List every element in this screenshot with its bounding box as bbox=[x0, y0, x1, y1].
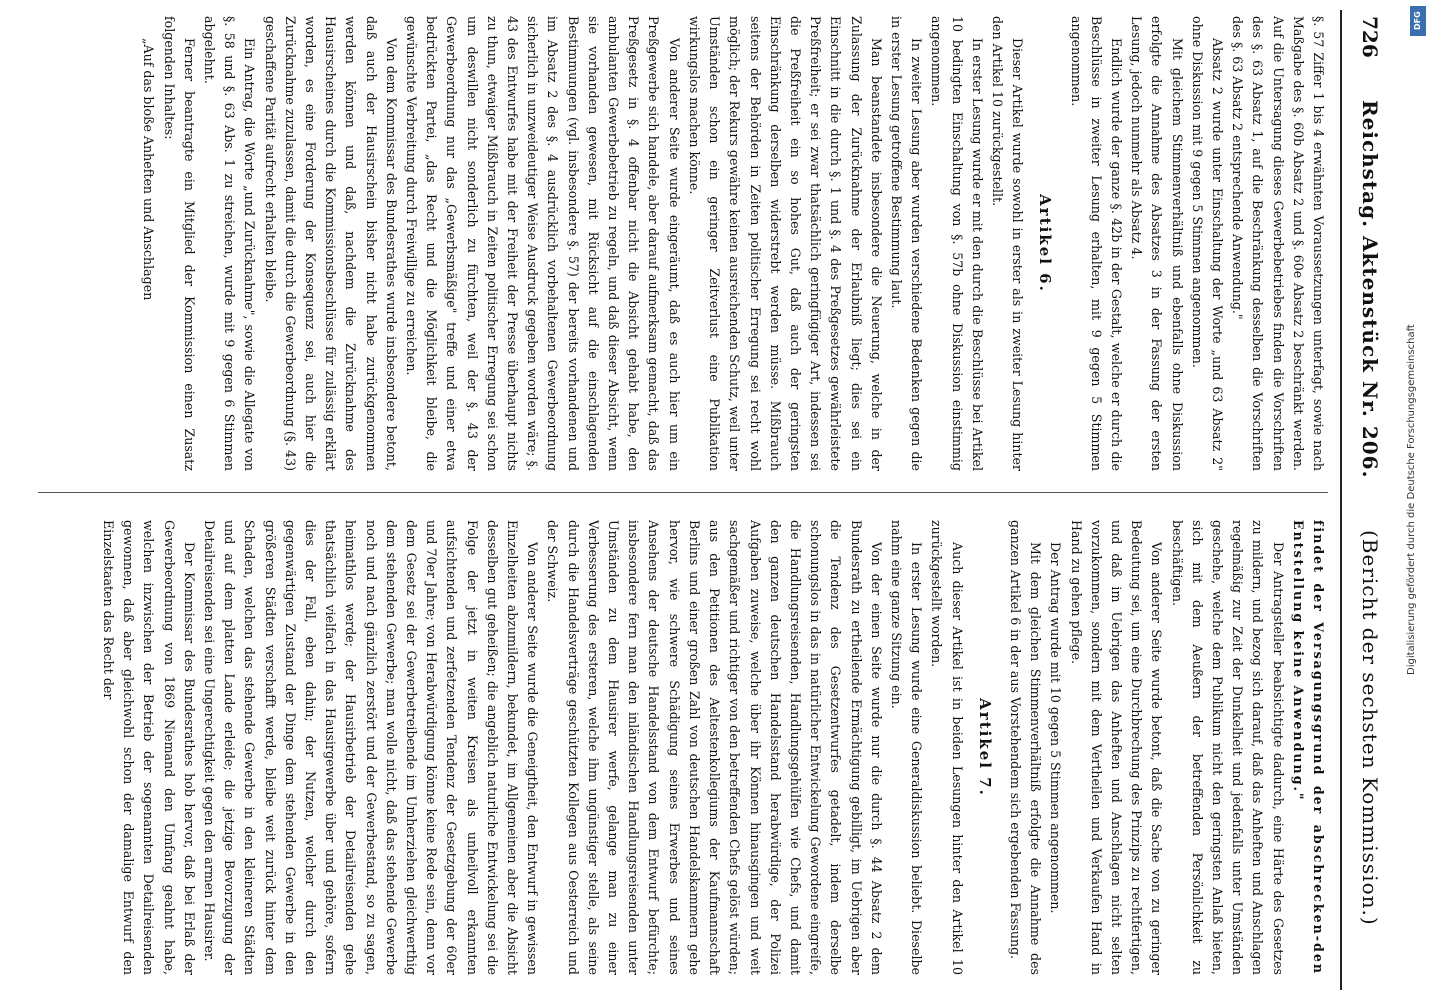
page-number: 726 bbox=[1358, 16, 1382, 58]
running-head-left: Reichstag. Aktenstück Nr. 206. bbox=[1358, 100, 1382, 479]
paragraph: Ferner beantragte ein Mitglied der Kommission einen Zusatz folgenden Inhaltes: bbox=[161, 16, 197, 471]
paragraph: „Auf das bloße Anheften und Anschlagen bbox=[141, 38, 157, 301]
paragraph: §. 57 Ziffer 1 bis 4 erwähnten Voraussetzungen unterfagt, sowie nach Maßgabe des §. 60b Absatz 2 und §. 60e Absatz 2 beschränkt werden. Auf die Untersagung dieses Gewerbebetriebes finden die Vorschriften des §. 63 Absatz 1, auf die Beschränkung desselben die Vorschriften des §. 63 Absatz 2 entsprechende Anwendung." bbox=[1230, 16, 1326, 471]
paragraph: Mit dem gleichen Stimmenverhältniß erfolgte die Annahme des ganzen Artikel 6 in der aus Vorstehendem sich ergebenden Fassung. bbox=[1007, 520, 1044, 975]
right-column bbox=[28, 520, 1328, 975]
dfg-logo: DFG bbox=[1410, 6, 1426, 36]
paragraph: Der Antrag wurde mit 10 gegen 5 Stimmen angenommen. bbox=[1048, 542, 1064, 914]
paragraph: Der Kommissar des Bundesrathes hob hervor, daß bei Erlaß der Gewerbeordnung von 1869 Niemand den Umfang geahnt habe, welchen inzwischen der Betrieb der sogenannten Detailreisenden gewonnen, daß aber gleichwohl schon der damalige Entwurf den Einzelstaaten das Recht der bbox=[101, 520, 197, 975]
paragraph: Von der einen Seite wurde nur die durch §. 44 Absatz 2 dem Bundesrath zu ertheilende Ermächtigung gebilligt, im Uebrigen aber die Tendenz des Gesetzentwurfes getadelt, indem derselbe schonungslos in das in natürlicher Entwickelung Gewordene eingreife, die Handlungsreisenden, Handlungsgehülfen wie Chefs, und damit den ganzen deutschen Handelsstand herabwürdige, der Polizei Aufgaben zuweise, welche über ihr Können hinausgingen und weit sachgemäßer und richtiger von den betreffenden Chefs gelöst würden; aus den Petitionen des Aeltestenkollegiums der Kaufmannschaft Berlins und einer großen Zahl von deutschen Handelskammern gehe hervor, wie schwere Schädigung seines Erwerbes und seines Ansehens der deutsche Handelsstand von dem Entwurf befürchte; insbesondere fern man den inländischen Handlungsreisenden unter Umständen zu dem Hausirer werfe, gelange man zu einer Verbesserung des ersteren, welche ihm ungünstiger stelle, als seine durch die Handelsverträge geschützten Kollegen aus Oesterreich und der Schweiz. bbox=[545, 520, 884, 975]
paragraph: Man beanstandete insbesondere die Neuerung, welche in der Zulassung der Zurücknahme der Erlaubniß liegt; dies sei ein Einschnitt in die durch §. 1 und §. 4 des Preßgesetzes gewährleistete Preßfreiheit; er sei zwar thatsächlich geringfügiger Art, indessen sei die Preßfreiheit ein so hohes Gut, daß auch der geringsten Einschränkung derselben widerstrebt werden müsse. Mißbrauch seitens der Behörden in Zeiten politischer Erregung sei recht wohl möglich; der Rekurs gewähre keinen ausreichenden Schutz, weil unter Umständen schon ein geringer Zeitverlust eine Publikation wirkungslos machen könne. bbox=[686, 16, 884, 471]
running-head-right: (Bericht der sechsten Kommission.) bbox=[1358, 530, 1382, 926]
paragraph: Von anderer Seite wurde eingeräumt, daß es auch hier um ein Preßgewerbe sich handele, aber darauf aufmerksam gemacht, daß das Preßgesetz in §. 4 offenbar nicht die Absicht gehabt habe, den ambulanten Gewerbebetrieb zu regeln, und daß dieser Absicht, wenn sie vorhanden gewesen, mit Rücksicht auf die einschlagenden Bestimmungen (vgl. insbesondere §. 57) der bereits vorhandenen und im Absatz 2 des §. 4 ausdrücklich vorbehaltenen Gewerbeordnung sicherlich in unzweideutiger Weise Ausdruck gegeben worden wäre; §. 43 des Entwurfes habe mit der Freiheit der Presse überhaupt nichts zu thun, etwaiger Mißbrauch in Zeiten politischer Erregung sei schon um deswillen nicht sonderlich zu fürchten, weil der §. 43 der Gewerbeordnung nur das „Gewerbsmäßige" treffe und einer etwa bedrückten Partei, „das Recht und die Möglichkeit bleibe, die gewünschte Verbreitung durch Freiwillige zu erreichen. bbox=[404, 16, 682, 471]
paragraph: In erster Lesung wurde er mit den durch die Beschlüsse bei Artikel 10 bedingten Einschaltung von §. 57b ohne Diskussion einstimmig angenommen. bbox=[929, 16, 985, 471]
paragraph: Von anderer Seite wurde betont, daß die Sache von zu geringer Bedeutung sei, um eine Durchbrechung des Prinzips zu rechtfertigen, und daß im Uebrigen das Anheften und Anschlagen nicht selten vorzukommen, sondern mit dem Vertheilen und Verkaufen Hand in Hand zu gehen pflege. bbox=[1068, 520, 1165, 975]
paragraph: Endlich wurde der ganze §. 42b in der Gestalt, welche er durch die Beschlüsse in zweiter Lesung erhalten, mit 9 gegen 5 Stimmen angenommen. bbox=[1068, 16, 1124, 471]
header-rule bbox=[1340, 10, 1342, 990]
paragraph: In zweiter Lesung aber wurden verschiedene Bedenken gegen die in erster Lesung getroffene Bestimmung laut. bbox=[888, 16, 925, 471]
paragraph: Absatz 2 wurde unter Einschaltung der Worte „und 63 Absatz 2" ohne Diskussion mit 9 gegen 5 Stimmen angenommen. bbox=[1189, 16, 1225, 471]
paragraph: Mit gleichem Stimmenverhältniß und ebenfalls ohne Diskussion erfolgte die Annahme des Absatzes 3 in der Fassung der ersten Lesung, jedoch nunmehr als Absatz 4. bbox=[1129, 16, 1185, 471]
paragraph: Dieser Artikel wurde sowohl in erster als in zweiter Lesung hinter den Artikel 10 zurückgestellt. bbox=[989, 16, 1026, 471]
column-divider bbox=[38, 492, 1328, 493]
paragraph: Von anderer Seite wurde die Geneigtheit, den Entwurf in gewissen Einzelheiten abzumildern, bekundet, im Allgemeinen aber die Absicht desselben gut geheißen; die angeblich naturliche Entwickelung sei die Folge der jetzt in weiten Kreisen als unheilvoll erkannten aufsichtenden und zerfetzenden Tendenz der Gesetzgebung der 60er und 70er Jahre; von Herabwürdigung könne keine Rede sein, denn vor dem Gesetz sei der Gewerbetreibende im Umherziehen gleichwerthig dem stehenden Gewerbe; man wolle nicht, daß das stehende Gewerbe noch und nach gänzlich zerstört und der Gewerbestand, so zu sagen, heimathlos werde; der Hausirbetrieb der Detailreisenden gehe thatsächlich vielfach in das Hausirgewerbe über und gehöre, sofern dies der Fall, eben dahin; der Nutzen, welcher durch den gegenwärtigen Zustand der Dinge dem stehenden Gewerbe in den größeren Städten verschafft werde, bleibe weit zurück hinter dem Schaden, welchen das stehende Gewerbe in den kleineren Städten und auf dem platten Lande erleide; die jetzige Bevorzugung der Detailreisenden sei eine Ungerechtigkeit gegen den armen Hausirer. bbox=[202, 520, 541, 975]
paragraph: Der Antragsteller beabsichtigte dadurch, eine Härte des Gesetzes zu mildern, und bezog sich darauf, daß das Anheften und Anschlagen regelmäßig zur Zeit der Dunkelheit und jedenfalls unter Umständen geschehe, welche dem Publikum nicht den geringsten Anlaß bieten, sich mit dem Aeußern der betreffenden Persönlichkeit zu beschäftigen. bbox=[1169, 520, 1286, 975]
section-heading-artikel-7: Artikel 7. bbox=[975, 698, 994, 797]
paragraph: findet der Versagungsgrund der abschrecken-den Entstellung keine Anwendung." bbox=[1290, 520, 1326, 975]
paragraph: Ein Antrag, die Worte „und Zurücknahme", sowie die Allegate von §. 58 und §. 63 Abs. 1 zu streichen, wurde mit 9 gegen 6 Stimmen abgelehnt. bbox=[202, 16, 258, 471]
paragraph: Auch dieser Artikel ist in beiden Lesungen hinter den Artikel 10 zurückgestellt worden. bbox=[929, 520, 965, 975]
running-head bbox=[1346, 10, 1382, 990]
digitization-credit: Digitalisierung gefördert durch die Deutsche Forschungsgemeinschaft bbox=[1406, 324, 1417, 676]
paragraph: In erster Lesung wurde eine Generaldiskussion beliebt. Dieselbe nahm eine ganze Sitzung ein. bbox=[888, 520, 925, 975]
section-heading-artikel-6: Artikel 6. bbox=[1036, 194, 1055, 293]
left-column bbox=[28, 16, 1328, 471]
paragraph: Von dem Kommissar des Bundesrathes wurde insbesondere betont, daß auch der Hausirschein bisher nicht habe zurückgenommen werden können und daß, nachdem die Zurücknahme des Hausirscheines durch die Kommissionsbeschlüsse für zulässig erklärt worden, es eine Forderung der Konsequenz sei, auch hier die Zurücknahme zuzulassen, damit die durch die Gewerbeordnung (§. 43) geschaffene Parität aufrecht erhalten bleibe. bbox=[262, 16, 399, 471]
